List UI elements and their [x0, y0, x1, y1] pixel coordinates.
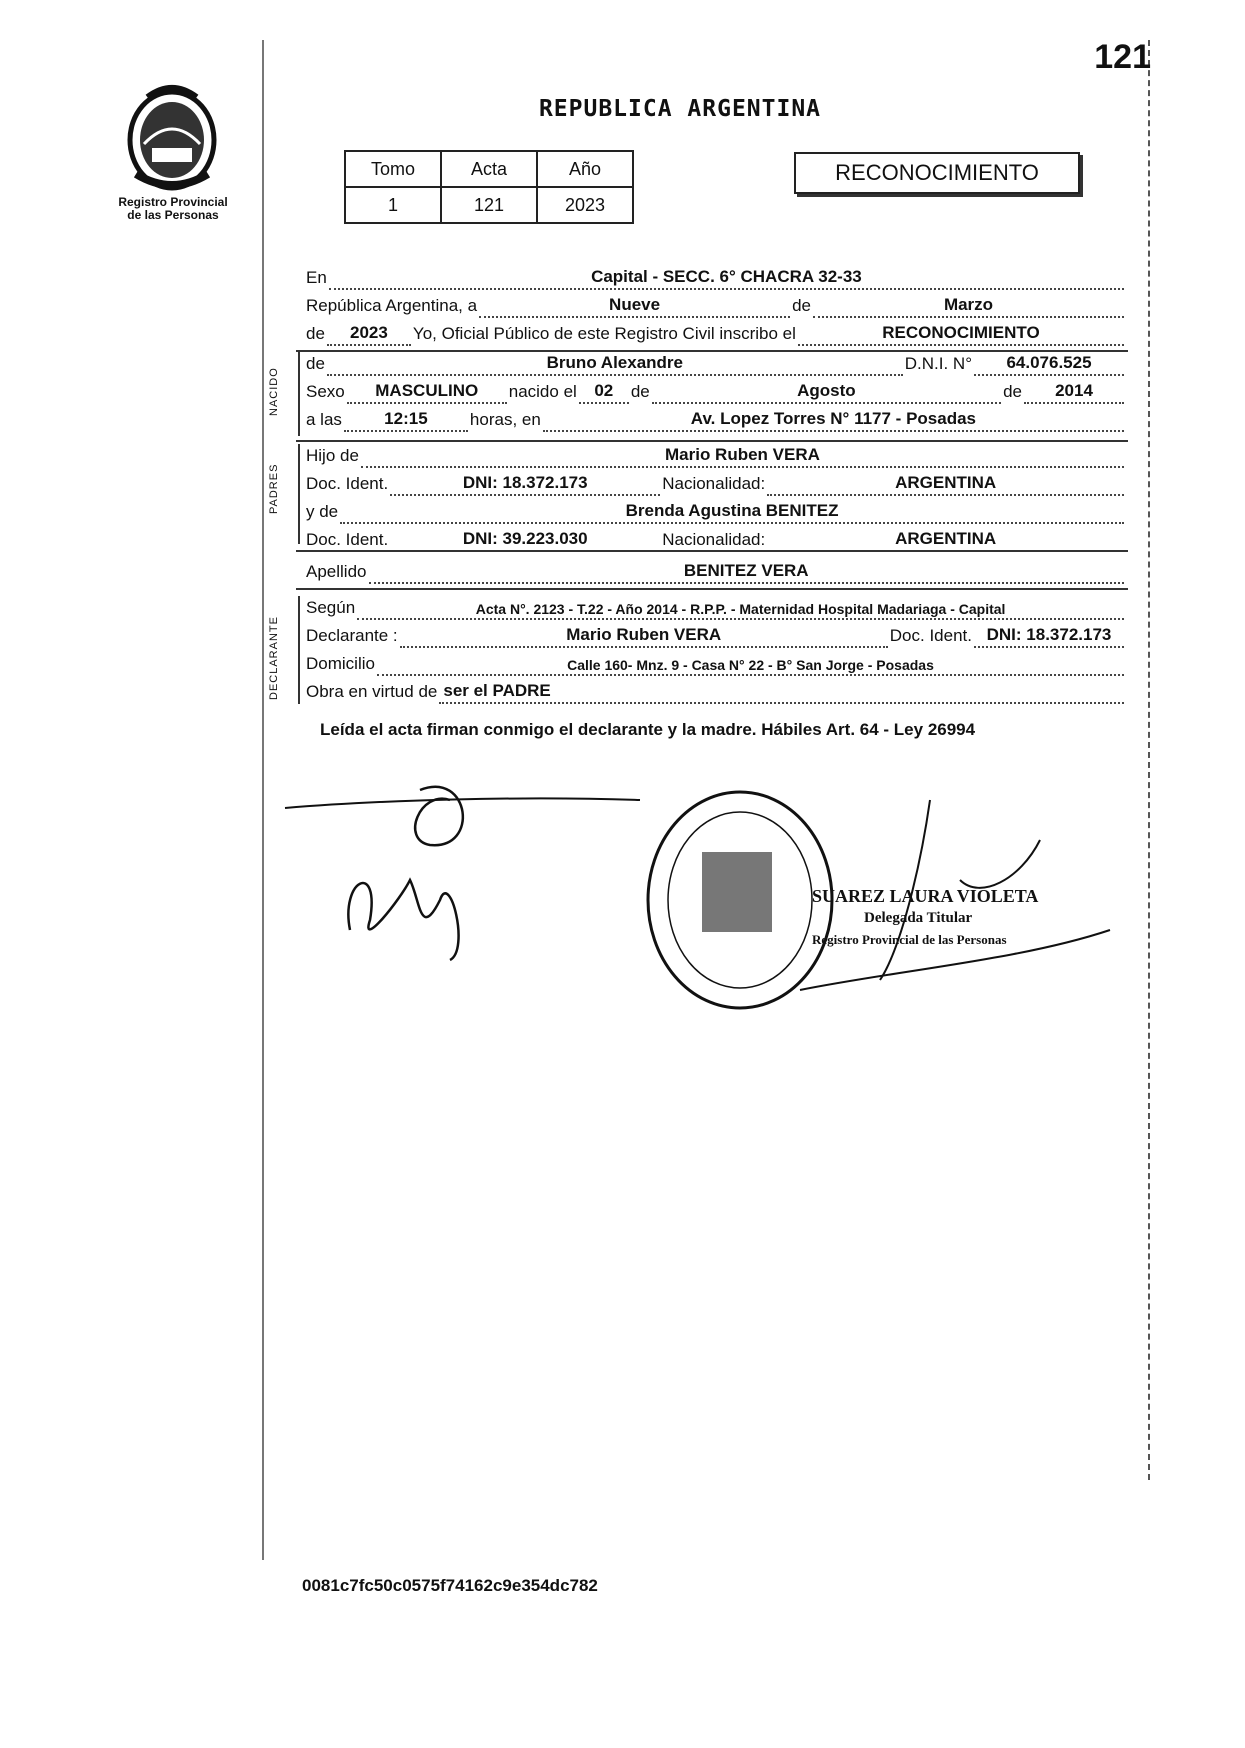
nac-dia-value: 02 [594, 381, 614, 400]
section-bar-padres [298, 444, 300, 544]
section-bar-nacido [298, 352, 300, 436]
section-bar-declarante [298, 596, 300, 704]
side-label-declarante: DECLARANTE [268, 616, 280, 700]
madre-nac-value: ARGENTINA [895, 529, 997, 548]
document-type-box: RECONOCIMIENTO [794, 152, 1080, 194]
line-nombre: de Bruno Alexandre D.N.I. N° 64.076.525 [306, 348, 1126, 376]
line-domicilio: Domicilio Calle 160- Mnz. 9 - Casa N° 22 - B° San Jorge - Posadas [306, 648, 1126, 676]
lugar-nac-value: Av. Lopez Torres N° 1177 - Posadas [690, 409, 976, 428]
official-seal-stamp [648, 792, 832, 1008]
sexo-value: MASCULINO [375, 381, 479, 400]
obra-value: ser el PADRE [443, 681, 551, 700]
line-sexo: Sexo MASCULINO nacido el 02 de Agosto de 2014 [306, 376, 1126, 404]
separator [296, 550, 1128, 552]
signature-scribble-2 [415, 787, 463, 845]
signer-name: SUAREZ LAURA VIOLETA [812, 886, 1039, 906]
tomo-acta-table [344, 150, 634, 224]
line-lugar: En Capital - SECC. 6° CHACRA 32-33 [306, 262, 1126, 290]
line-madre-doc: Doc. Ident. DNI: 39.223.030 Nacionalidad: ARGENTINA [306, 524, 1126, 552]
line-oficial: de 2023 Yo, Oficial Público de este Registro Civil inscribo el RECONOCIMIENTO [306, 318, 1126, 346]
line-padre-doc: Doc. Ident. DNI: 18.372.173 Nacionalidad: ARGENTINA [306, 468, 1126, 496]
line-declarante: Declarante : Mario Ruben VERA Doc. Ident. DNI: 18.372.173 [306, 620, 1126, 648]
nombre-value: Bruno Alexandre [546, 353, 683, 372]
hora-value: 12:15 [384, 409, 428, 428]
header-tomo: Tomo [345, 151, 441, 187]
line-apellido: Apellido BENITEZ VERA [306, 556, 1126, 584]
document-hash: 0081c7fc50c0575f74162c9e354dc782 [302, 1576, 598, 1595]
signature-scribble-3 [348, 880, 458, 960]
dni-value: 64.076.525 [1006, 353, 1092, 372]
dia-value: Nueve [609, 295, 661, 314]
signer-role: Delegada Titular [864, 910, 973, 926]
mes-value: Marzo [943, 295, 994, 314]
segun-value: Acta N°. 2123 - T.22 - Año 2014 - R.P.P. - Maternidad Hospital Madariaga - Capital [475, 601, 1006, 617]
anio-value: 2023 [350, 323, 388, 342]
madre-doc-value: DNI: 39.223.030 [462, 529, 588, 548]
page-number: 121 [1094, 38, 1151, 76]
closing-statement: Leída el acta firman conmigo el declarante y la madre. Hábiles Art. 64 - Ley 26994 [320, 720, 976, 739]
value-tomo: 1 [345, 187, 441, 223]
document-title: REPUBLICA ARGENTINA [538, 96, 822, 122]
line-segun: Según Acta N°. 2123 - T.22 - Año 2014 - R.P.P. - Maternidad Hospital Madariaga - Capital [306, 592, 1126, 620]
line-madre: y de Brenda Agustina BENITEZ [306, 496, 1126, 524]
nac-mes-value: Agosto [797, 381, 856, 400]
provincial-seal-logo [118, 84, 226, 192]
signer-office: Registro Provincial de las Personas [812, 932, 1007, 947]
nac-anio-value: 2014 [1055, 381, 1093, 400]
declarante-doc-value: DNI: 18.372.173 [986, 625, 1112, 644]
apellido-value: BENITEZ VERA [683, 561, 809, 580]
line-hora: a las 12:15 horas, en Av. Lopez Torres N° 1177 - Posadas [306, 404, 1126, 432]
lugar-value: Capital - SECC. 6° CHACRA 32-33 [591, 267, 862, 286]
declarante-value: Mario Ruben VERA [566, 625, 722, 644]
left-margin-rule [262, 40, 264, 1560]
madre-value: Brenda Agustina BENITEZ [625, 501, 839, 520]
signature-scribble-1 [285, 798, 640, 808]
padre-doc-value: DNI: 18.372.173 [462, 473, 588, 492]
value-acta: 121 [441, 187, 537, 223]
signature-scribble-6 [960, 840, 1040, 888]
padre-value: Mario Ruben VERA [665, 445, 820, 464]
line-obra: Obra en virtud de ser el PADRE [306, 676, 1126, 704]
right-margin-rule [1148, 40, 1150, 1480]
value-anio: 2023 [537, 187, 633, 223]
line-fecha: República Argentina, a Nueve de Marzo [306, 290, 1126, 318]
side-label-padres: PADRES [268, 463, 280, 514]
header-anio: Año [537, 151, 633, 187]
domicilio-value: Calle 160- Mnz. 9 - Casa N° 22 - B° San Jorge - Posadas [567, 657, 934, 673]
side-label-nacido: NACIDO [268, 367, 280, 416]
header-acta: Acta [441, 151, 537, 187]
padre-nac-value: ARGENTINA [895, 473, 997, 492]
separator [296, 588, 1128, 590]
line-padre: Hijo de Mario Ruben VERA [306, 440, 1126, 468]
tipo-value: RECONOCIMIENTO [882, 323, 1040, 342]
registry-name: Registro Provincial de las Personas [118, 195, 228, 222]
